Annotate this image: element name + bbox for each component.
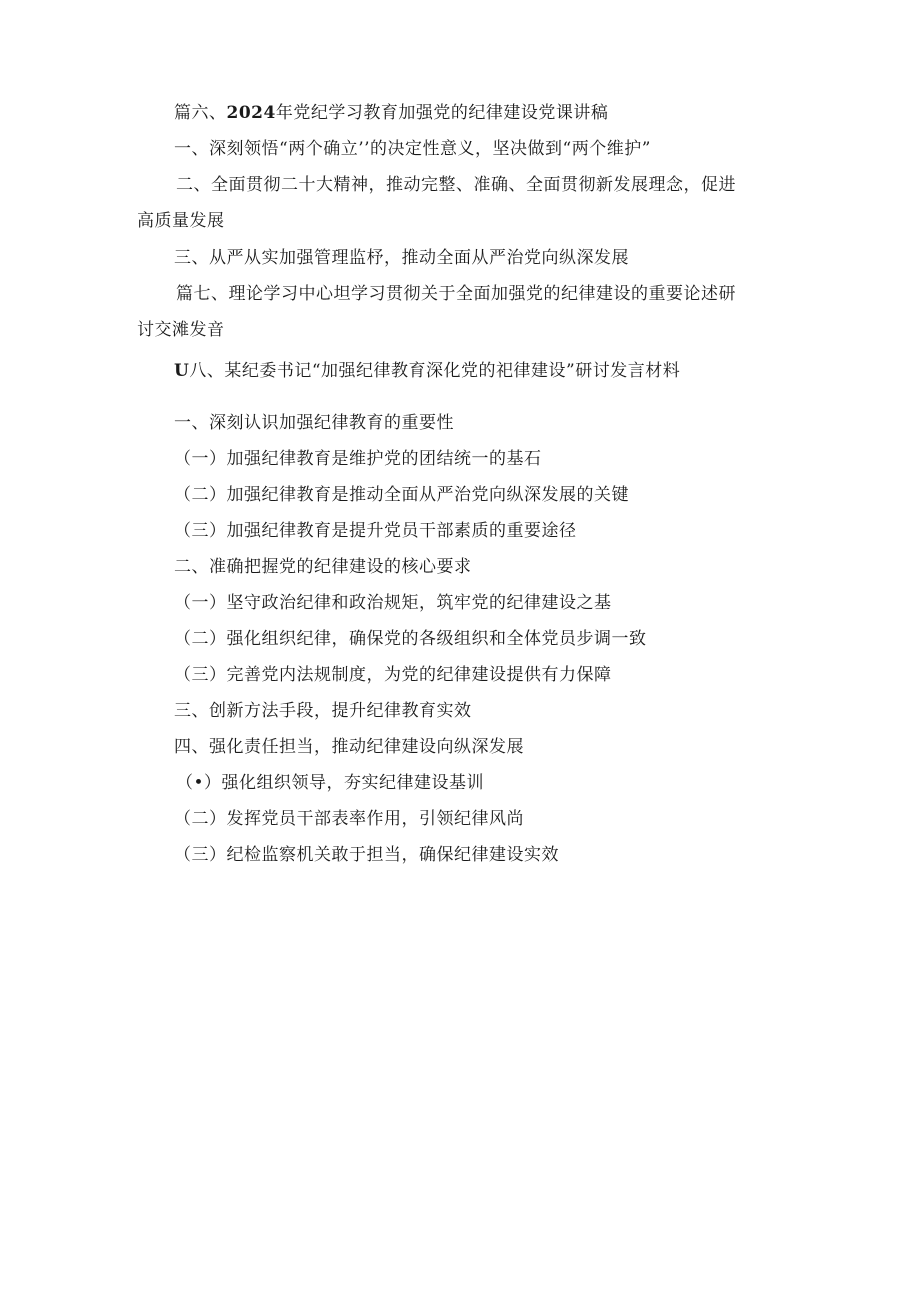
heading-part-seven-continuation: 讨交滩发音 (137, 320, 225, 340)
heading-part-seven: 篇七、理论学习中心坦学习贯彻关于全面加强党的纪律建设的重要论述研 (176, 284, 736, 304)
section-line-continuation: 高质量发展 (137, 211, 225, 231)
heading-year: 2024 (226, 103, 276, 123)
heading-text: 年党纪学习教育加强党的纪律建设党课讲稿 (275, 103, 609, 123)
subsection-line: （一）坚守政治纪律和政治规矩，筑牢党的纪律建设之基 (174, 593, 612, 613)
subsection-line: （三）纪检监察机关敢于担当，确保纪律建设实效 (174, 845, 559, 865)
section-line: 三、从严从实加强管理监杼，推动全面从严治党向纵深发展 (174, 248, 629, 268)
heading-prefix: U (174, 361, 190, 381)
heading-part-six (174, 96, 608, 130)
subsection-line: （三）加强纪律教育是提升党员干部素质的重要途径 (174, 521, 577, 541)
subsection-line: （二）发挥党员干部表率作用，引领纪律风尚 (174, 809, 524, 829)
subsection-line: （二）加强纪律教育是推动全面从严治党向纵深发展的关键 (174, 485, 629, 505)
section-line: 二、准确把握党的纪律建设的核心要求 (174, 557, 472, 577)
section-line: 三、创新方法手段，提升纪律教育实效 (174, 701, 472, 721)
subsection-line: （二）强化组织纪律，确保党的各级组织和全体党员步调一致 (174, 629, 647, 649)
section-line: 四、强化责任担当，推动纪律建设向纵深发展 (174, 737, 524, 757)
heading-part-eight (174, 354, 680, 388)
section-line: 一、深刻领悟“两个确立’’的决定性意义，坚决做到“两个维护” (174, 139, 651, 159)
subsection-line: （•）强化组织领导，夯实纪律建设基训 (176, 773, 485, 793)
section-line: 二、全面贯彻二十大精神，推动完整、准确、全面贯彻新发展理念，促进 (176, 175, 736, 195)
heading-prefix: 篇六、 (174, 103, 227, 123)
heading-text: 八、某纪委书记“加强纪律教育深化党的祀律建设”研讨发言材料 (189, 361, 681, 381)
subsection-line: （一）加强纪律教育是维护党的团结统一的基石 (174, 449, 542, 469)
section-line: 一、深刻认识加强纪律教育的重要性 (174, 413, 454, 433)
subsection-line: （三）完善党内法规制度，为党的纪律建设提供有力保障 (174, 665, 612, 685)
